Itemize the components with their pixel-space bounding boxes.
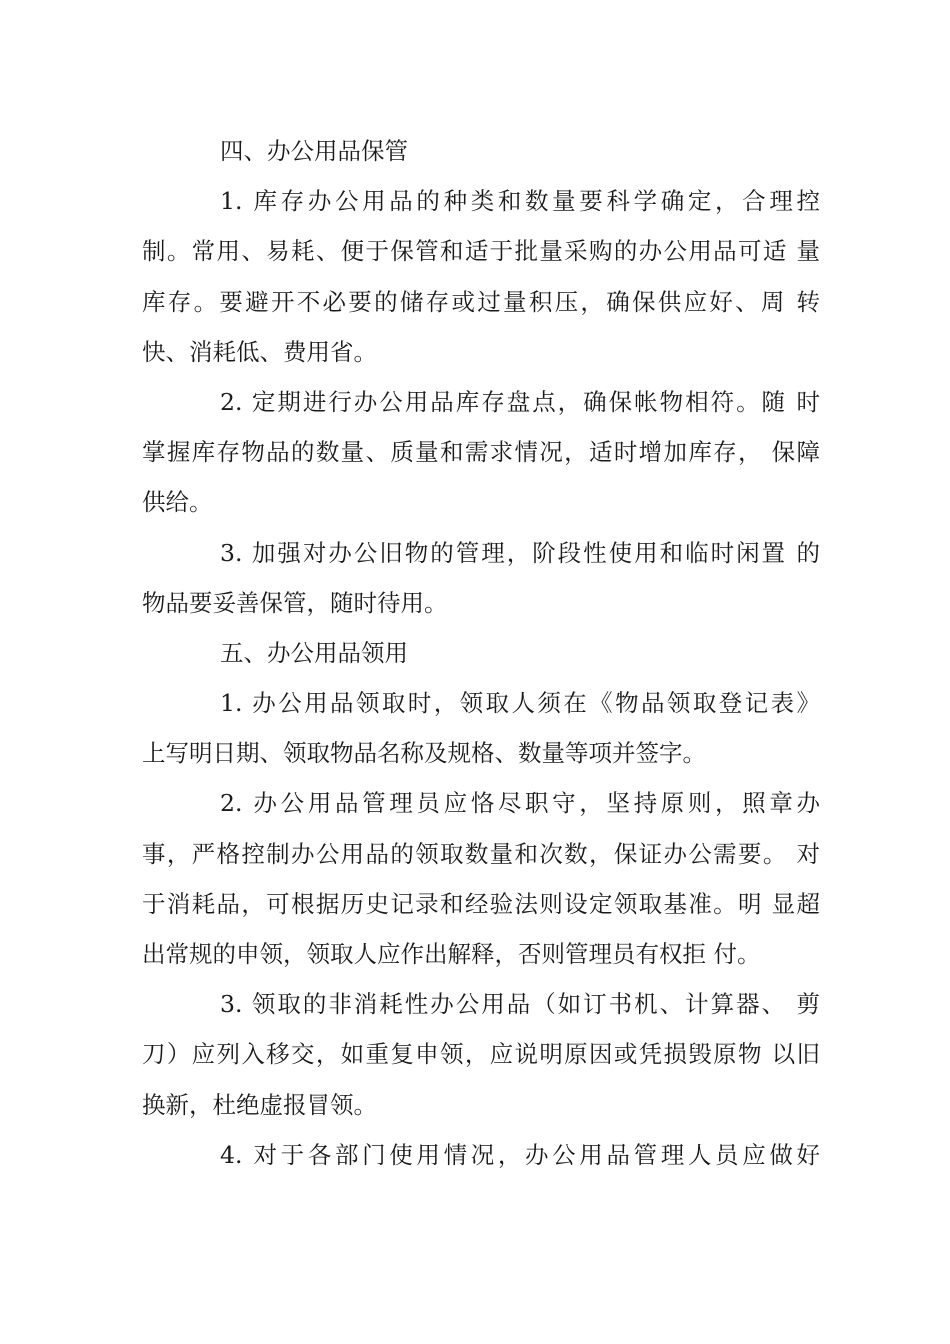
paragraph-line: 物品要妥善保管，随时待用。 <box>142 588 448 617</box>
paragraph-line: 制。常用、易耗、便于保管和适于批量采购的办公用品可适 量 <box>142 237 820 266</box>
paragraph-line: 于消耗品，可根据历史记录和经验法则设定领取基准。明 显超 <box>142 889 820 918</box>
paragraph-line: 1. 办公用品领取时，领取人须在《物品领取登记表》 <box>220 689 820 718</box>
paragraph-line: 供给。 <box>142 488 213 517</box>
paragraph-line: 快、消耗低、费用省。 <box>142 337 377 366</box>
paragraph-line: 3. 领取的非消耗性办公用品（如订书机、计算器、 剪 <box>220 990 820 1019</box>
paragraph-line: 库存。要避开不必要的储存或过量积压，确保供应好、周 转 <box>142 287 820 316</box>
document-page <box>142 126 820 1180</box>
paragraph-line: 1. 库存办公用品的种类和数量要科学确定，合理控 <box>220 187 820 216</box>
paragraph-line: 2. 办公用品管理员应恪尽职守，坚持原则，照章办 <box>220 789 820 818</box>
paragraph-line: 上写明日期、领取物品名称及规格、数量等项并签字。 <box>142 739 706 768</box>
paragraph-line: 掌握库存物品的数量、质量和需求情况，适时增加库存， 保障 <box>142 438 820 467</box>
heading-section-5: 五、办公用品领用 <box>220 638 408 667</box>
paragraph-line: 4. 对于各部门使用情况，办公用品管理人员应做好 <box>220 1140 820 1169</box>
paragraph-line: 2. 定期进行办公用品库存盘点，确保帐物相符。随 时 <box>220 387 820 416</box>
paragraph-line: 出常规的申领，领取人应作出解释，否则管理员有权拒 付。 <box>142 940 761 968</box>
paragraph-line: 换新，杜绝虚报冒领。 <box>142 1090 377 1119</box>
paragraph-line: 事，严格控制办公用品的领取数量和次数，保证办公需要。 对 <box>142 839 820 868</box>
paragraph-line: 3. 加强对办公旧物的管理，阶段性使用和临时闲置 的 <box>220 538 820 567</box>
heading-section-4: 四、办公用品保管 <box>220 137 408 165</box>
paragraph-line: 刀）应列入移交，如重复申领，应说明原因或凭损毁原物 以旧 <box>142 1040 820 1069</box>
